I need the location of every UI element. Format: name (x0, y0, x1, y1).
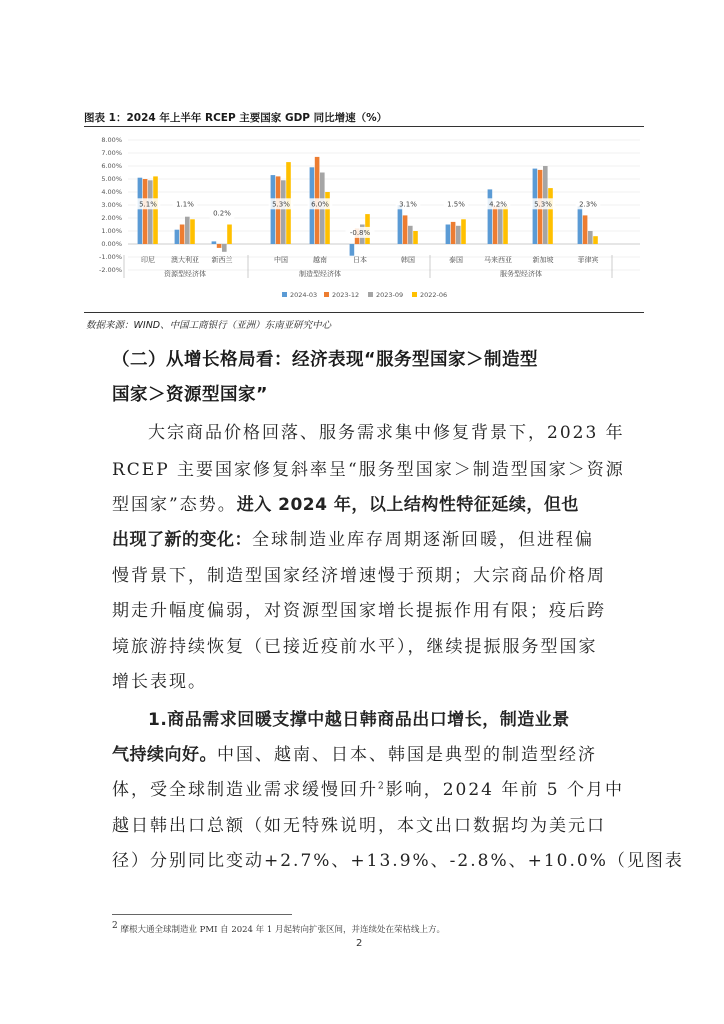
para2-line3: 体，受全球制造业需求缓慢回升$^2$影响，2024 年前 5 个月中 (112, 780, 625, 800)
bar-2023-09-韩国 (408, 226, 413, 244)
para2-line5: 径）分别同比变动+2.7%、+13.9%、-2.8%、+10.0%（见图表 (112, 851, 684, 871)
data-label-澳大利亚: 1.1% (176, 200, 194, 209)
bar-2022-06-印尼 (153, 176, 158, 244)
x-tick-label: 中国 (274, 256, 288, 264)
bar-2022-06-澳大利亚 (190, 219, 195, 244)
bar-2023-09-泰国 (456, 226, 461, 244)
bar-2023-09-马来西亚 (498, 204, 503, 244)
x-tick-label: 韩国 (401, 256, 415, 264)
bar-2022-06-泰国 (461, 219, 466, 244)
legend-label-2023-09: 2023-09 (376, 291, 404, 299)
data-label-菲律宾: 2.3% (579, 200, 597, 209)
section-heading-line2: 国家＞资源型国家” (112, 385, 269, 405)
chart-legend (282, 291, 447, 299)
footnote: $^2$ 摩根大通全球制造业 PMI 自 2024 年 1 月起转向扩张区间，并连续处在荣枯线上方。 (112, 921, 445, 935)
para1-line6: 期走升幅度偏弱，对资源型国家增长提振作用有限；疫后跨 (112, 601, 606, 621)
bar-2023-12-韩国 (403, 215, 408, 244)
figure-caption: 图表 1：2024 年上半年 RCEP 主要国家 GDP 同比增速（%） (84, 112, 388, 124)
para1-line7: 境旅游持续恢复（已接近疫前水平），继续提振服务型国家 (112, 637, 598, 657)
section-heading-line1: （二）从增长格局看：经济表现“服务型国家＞制造型 (112, 350, 538, 370)
bar-2023-09-菲律宾 (588, 231, 593, 244)
bar-2022-06-马来西亚 (503, 206, 508, 244)
bar-2023-12-印尼 (143, 179, 148, 244)
para2-line4: 越日韩出口总额（如无特殊说明，本文出口数据均为美元口 (112, 816, 606, 836)
y-tick-label: 5.00% (101, 175, 122, 183)
gdp-growth-chart (84, 128, 644, 312)
y-tick-label: 1.00% (101, 227, 122, 235)
group-label: 制造型经济体 (299, 270, 341, 278)
x-tick-label: 澳大利亚 (171, 256, 199, 264)
legend-swatch-2022-06 (412, 292, 417, 297)
bar-2024-03-韩国 (398, 205, 403, 244)
y-tick-label: 6.00% (101, 162, 122, 170)
bar-2022-06-新加坡 (548, 188, 553, 244)
chart-gridlines (128, 140, 640, 270)
bar-2023-12-菲律宾 (583, 215, 588, 244)
data-label-新西兰: 0.2% (213, 209, 231, 218)
x-tick-label: 新加坡 (532, 256, 554, 264)
data-label-越南: 6.0% (311, 200, 329, 209)
bar-2024-03-澳大利亚 (175, 230, 180, 244)
data-label-韩国: 3.1% (399, 200, 417, 209)
data-label-泰国: 1.5% (447, 200, 465, 209)
para1-line8: 增长表现。 (112, 672, 207, 692)
y-tick-label: 3.00% (101, 201, 122, 209)
legend-swatch-2023-09 (368, 292, 373, 297)
x-tick-label: 新西兰 (211, 256, 233, 264)
x-tick-label: 日本 (353, 256, 367, 264)
data-label-中国: 5.3% (272, 200, 290, 209)
bar-2024-03-菲律宾 (578, 206, 583, 244)
legend-swatch-2023-12 (324, 292, 329, 297)
y-tick-label: 8.00% (101, 136, 122, 144)
y-tick-label: 0.00% (101, 240, 122, 248)
bar-2024-03-中国 (271, 175, 276, 244)
y-tick-label: 7.00% (101, 149, 122, 157)
group-label: 资源型经济体 (164, 270, 206, 278)
bar-2023-12-马来西亚 (493, 206, 498, 244)
para2-line2: 气持续向好。中国、越南、日本、韩国是典型的制造型经济 (112, 745, 597, 765)
page-number: 2 (356, 938, 363, 949)
caption-rule (84, 126, 644, 127)
bar-2022-06-菲律宾 (593, 236, 598, 244)
bar-2024-03-日本 (350, 244, 355, 256)
legend-label-2024-03: 2024-03 (290, 291, 318, 299)
group-label: 服务型经济体 (500, 270, 542, 278)
bar-2022-06-新西兰 (227, 225, 232, 245)
data-label-印尼: 5.1% (139, 200, 157, 209)
legend-label-2022-06: 2022-06 (420, 291, 448, 299)
bar-2023-09-新西兰 (222, 244, 227, 252)
bar-2024-03-印尼 (138, 178, 143, 244)
bar-2023-09-印尼 (148, 180, 153, 244)
bar-2023-09-中国 (281, 180, 286, 244)
x-tick-label: 印尼 (141, 256, 155, 264)
y-tick-label: 4.00% (101, 188, 122, 196)
data-label-新加坡: 5.3% (534, 200, 552, 209)
chart-x-axis (124, 255, 612, 278)
bar-2023-12-泰国 (451, 222, 456, 244)
footnote-rule (112, 914, 292, 915)
para1-line2: RCEP 主要国家修复斜率呈“服务型国家＞制造型国家＞资源 (112, 460, 625, 480)
data-label-日本: -0.8% (349, 228, 371, 237)
data-label-马来西亚: 4.2% (489, 200, 507, 209)
footnote-ref[interactable]: 2 (378, 781, 386, 792)
para1-line4: 出现了新的变化：全球制造业库存周期逐渐回暖，但进程偏 (112, 530, 594, 550)
bar-2024-03-泰国 (446, 225, 451, 245)
para1-line5: 慢背景下，制造型国家经济增速慢于预期；大宗商品价格周 (112, 566, 606, 586)
y-tick-label: -1.00% (99, 253, 122, 261)
x-tick-label: 马来西亚 (484, 256, 512, 264)
para1-line3: 型国家”态势。进入 2024 年，以上结构性特征延续，但也 (112, 495, 579, 515)
bar-2024-03-新西兰 (212, 241, 217, 244)
para2-line1: 1.商品需求回暖支撑中越日韩商品出口增长，制造业景 (148, 710, 570, 730)
bar-2023-12-澳大利亚 (180, 225, 185, 245)
chart-bottom-rule (84, 312, 644, 313)
chart-y-axis (99, 136, 122, 274)
source-note: 数据来源：WIND、中国工商银行（亚洲）东南亚研究中心 (86, 320, 332, 331)
y-tick-label: -2.00% (99, 266, 122, 274)
bar-2024-03-马来西亚 (488, 189, 493, 244)
chart-bars (138, 157, 598, 256)
legend-label-2023-12: 2023-12 (332, 291, 360, 299)
bar-2023-12-中国 (276, 176, 281, 244)
x-tick-label: 菲律宾 (577, 256, 599, 264)
bar-2022-06-韩国 (413, 231, 418, 244)
bar-2023-12-新西兰 (217, 244, 222, 248)
y-tick-label: 2.00% (101, 214, 122, 222)
x-tick-label: 泰国 (449, 256, 463, 264)
bar-2023-09-澳大利亚 (185, 217, 190, 244)
x-tick-label: 越南 (313, 256, 327, 264)
para1-line1: 大宗商品价格回落、服务需求集中修复背景下，2023 年 (148, 423, 625, 443)
legend-swatch-2024-03 (282, 292, 287, 297)
